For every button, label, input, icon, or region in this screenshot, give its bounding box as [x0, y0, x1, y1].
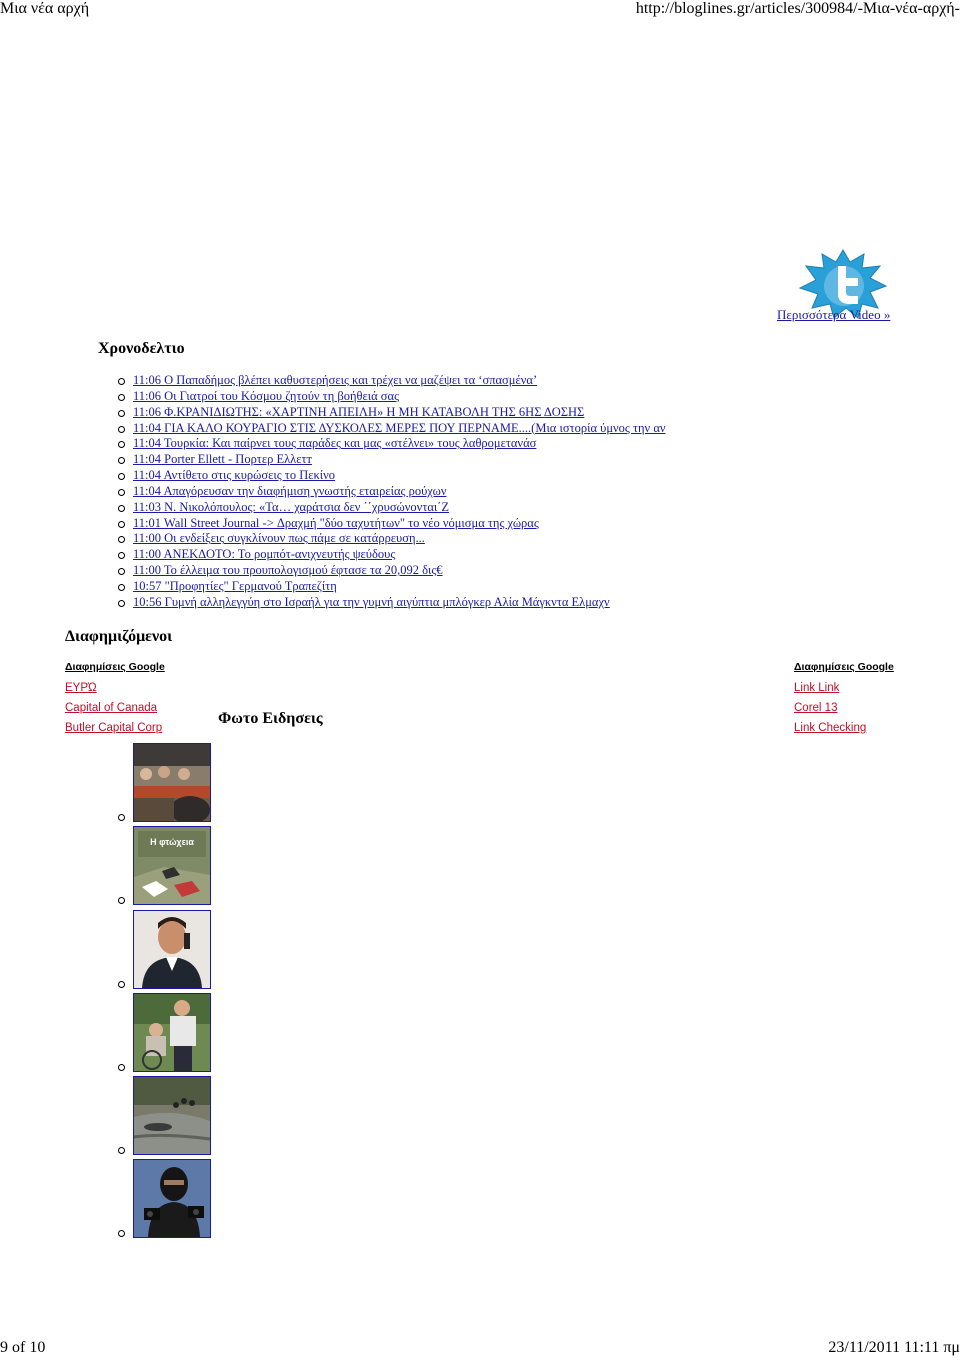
timeline-link[interactable]: 11:01 Wall Street Journal -> Δραχμή "δύο ταχυτήτων" το νέο νόμισμα της χώρας: [133, 515, 539, 530]
thumb-caption: Η φτώχεια: [150, 837, 194, 848]
bullet-icon: [118, 897, 125, 904]
timeline-link[interactable]: 11:04 Porter Ellett - Πορτερ Ελλετт: [133, 452, 312, 467]
timeline-item[interactable]: [118, 595, 666, 611]
timeline-item[interactable]: [118, 579, 666, 595]
timeline-item[interactable]: [118, 452, 666, 468]
photo-thumb-river[interactable]: [133, 1076, 211, 1155]
timeline-link[interactable]: 11:04 Απαγόρευσαν την διαφήμιση γνωστής εταιρείας ρούχων: [133, 483, 447, 498]
bullet-icon: [118, 1064, 125, 1071]
bullet-icon: [118, 1230, 125, 1237]
bullet-icon: [118, 814, 125, 821]
bullet-icon: [118, 536, 125, 543]
page-url: http://bloglines.gr/articles/300984/-Μια-νέα-αρχή-: [635, 0, 960, 17]
photo-thumb-man-phone[interactable]: [133, 910, 211, 989]
bullet-icon: [118, 473, 125, 480]
bullet-icon: [118, 568, 125, 575]
timeline-item[interactable]: [118, 531, 666, 547]
bullet-icon: [118, 505, 125, 512]
bullet-icon: [118, 441, 125, 448]
photo-thumb-poverty[interactable]: [133, 826, 211, 905]
google-ads-right: [794, 661, 894, 741]
timeline-link[interactable]: 11:06 Ο Παπαδήμος βλέπει καθυστερήσεις και τρέχει να μαζέψει τα ‘σπασμένα’: [133, 373, 538, 387]
timeline-link[interactable]: 10:57 "Προφητίες" Γερμανού Τραπεζίτη: [133, 578, 337, 593]
timeline-link[interactable]: 11:00 ΑΝΕΚΔΟΤΟ: Το ρομπότ-ανιχνευτής ψεύδους: [133, 547, 396, 562]
bullet-icon: [118, 489, 125, 496]
timeline-item[interactable]: [118, 563, 666, 579]
timeline-item[interactable]: [118, 405, 666, 421]
page-number: 9 of 10: [0, 1339, 46, 1356]
google-ads-title[interactable]: Διαφημίσεις Google: [794, 661, 894, 673]
ad-link[interactable]: ΕΥΡΏ: [65, 682, 97, 694]
bullet-icon: [118, 1147, 125, 1154]
chronodeltio-heading: Χρονοδελτιο: [98, 340, 185, 357]
ad-link[interactable]: Butler Capital Corp: [65, 722, 163, 734]
print-datetime: 23/11/2011 11:11 πμ: [828, 1339, 960, 1356]
ad-link[interactable]: Corel 13: [794, 702, 838, 714]
photo-thumb-people-wheelchair[interactable]: [133, 993, 211, 1072]
bullet-icon: [118, 521, 125, 528]
ad-link[interactable]: Link Checking: [794, 722, 867, 734]
timeline-link[interactable]: 11:04 ΓΙΑ ΚΑΛΟ ΚΟΥΡΑΓΙΟ ΣΤΙΣ ΔΥΣΚΟΛΕΣ ΜΕΡΕΣ ΠΟΥ ΠΕΡΝΑΜΕ....(Μια ιστορία ύμνος την αν: [133, 420, 666, 435]
google-ads-left: [65, 661, 165, 741]
bullet-icon: [118, 394, 125, 401]
timeline-item[interactable]: [118, 516, 666, 532]
bullet-icon: [118, 457, 125, 464]
bullet-icon: [118, 584, 125, 591]
timeline-item[interactable]: [118, 436, 666, 452]
timeline-item[interactable]: [118, 468, 666, 484]
bullet-icon: [118, 410, 125, 417]
timeline-item[interactable]: [118, 421, 666, 437]
news-timeline: [118, 373, 666, 611]
ad-link[interactable]: Link Link: [794, 682, 840, 694]
bullet-icon: [118, 552, 125, 559]
bullet-icon: [118, 378, 125, 385]
photo-news-heading: Φωτο Ειδησεις: [218, 710, 323, 727]
timeline-link[interactable]: 11:06 Οι Γιατροί του Κόσμου ζητούν τη βοήθειά σας: [133, 388, 400, 403]
google-ads-title[interactable]: Διαφημίσεις Google: [65, 661, 165, 673]
timeline-item[interactable]: [118, 484, 666, 500]
more-videos-link[interactable]: Περισσότερα Video »: [777, 307, 891, 322]
timeline-link[interactable]: 11:03 Ν. Νικολόπουλος: «Τα… χαράτσια δεν ΄΄χρυσώνονται΄Ζ: [133, 499, 450, 514]
bullet-icon: [118, 600, 125, 607]
bullet-icon: [118, 426, 125, 433]
timeline-link[interactable]: 11:04 Τουρκία: Και παίρνει τους παράδες και μας «στέλνει» τους λαθρομετανάσ: [133, 436, 537, 451]
timeline-link[interactable]: 10:56 Γυμνή αλληλεγγύη στο Ισραήλ για την γυμνή αιγύπτια μπλόγκερ Αλία Μάγκντα Ελμαχν: [133, 594, 610, 609]
timeline-item[interactable]: [118, 500, 666, 516]
photo-thumb-meeting[interactable]: [133, 743, 211, 822]
timeline-link[interactable]: 11:06 Φ.ΚΡΑΝΙΔΙΩΤΗΣ: «ΧΑΡΤΙΝΗ ΑΠΕΙΛΗ» Η ΜΗ ΚΑΤΑΒΟΛΗ ΤΗΣ 6ΗΣ ΔΟΣΗΣ: [133, 404, 585, 419]
timeline-item[interactable]: [118, 547, 666, 563]
timeline-item[interactable]: [118, 373, 666, 389]
timeline-item[interactable]: [118, 389, 666, 405]
timeline-link[interactable]: 11:04 Αντίθετο στις κυρώσεις το Πεκίνο: [133, 468, 336, 483]
photo-thumb-masked-gunman[interactable]: [133, 1159, 211, 1238]
page-title: Μια νέα αρχή: [0, 0, 90, 17]
ad-link[interactable]: Capital of Canada: [65, 702, 158, 714]
advertisers-heading: Διαφημιζόμενοι: [65, 628, 173, 645]
timeline-link[interactable]: 11:00 Οι ενδείξεις συγκλίνουν πως πάμε σε κατάρρευση...: [133, 531, 425, 546]
bullet-icon: [118, 981, 125, 988]
timeline-link[interactable]: 11:00 Το έλλειμα του προυπολογισμού έφτασε τα 20,092 δις€: [133, 563, 443, 578]
